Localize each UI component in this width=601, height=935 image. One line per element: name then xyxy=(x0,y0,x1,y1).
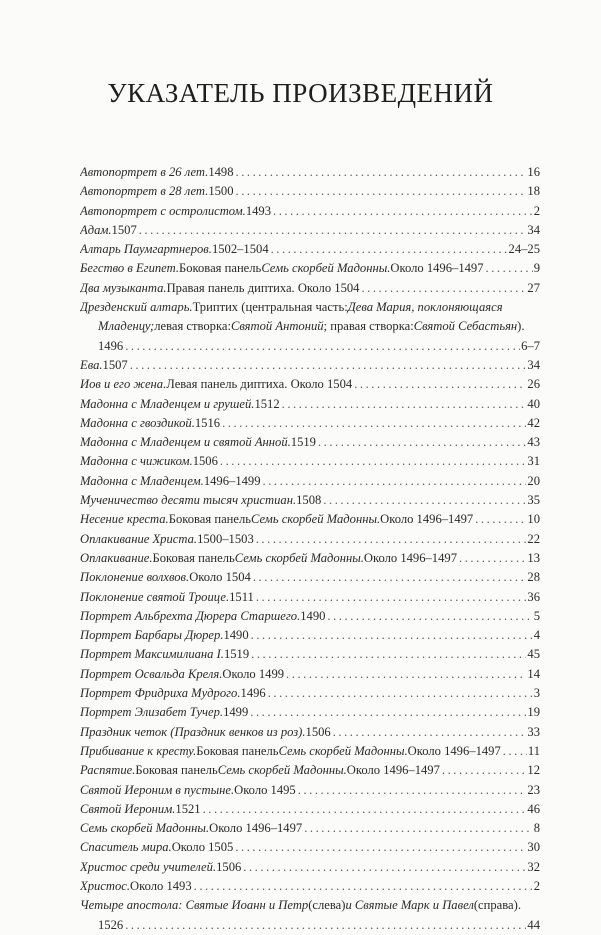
work-description: 1490 xyxy=(300,608,326,623)
works-index-list xyxy=(80,163,540,935)
page-number: 4 xyxy=(533,628,540,643)
dot-leader xyxy=(251,568,527,587)
index-entry-line xyxy=(80,645,540,664)
page-number: 32 xyxy=(527,859,540,874)
work-title: Адам. xyxy=(80,222,112,237)
page-number: 9 xyxy=(533,261,540,276)
index-entry xyxy=(80,607,540,626)
index-entry xyxy=(80,414,540,433)
index-entry-line xyxy=(80,800,540,819)
page-number: 20 xyxy=(527,473,540,488)
dot-leader xyxy=(201,800,527,819)
dot-leader xyxy=(261,472,527,491)
dot-leader xyxy=(321,491,526,510)
index-entry-line xyxy=(80,433,540,452)
page-number: 43 xyxy=(527,435,540,450)
dot-leader xyxy=(234,182,527,201)
index-entry-line xyxy=(80,337,540,356)
index-entry-line xyxy=(80,588,540,607)
work-description: Боковая панель xyxy=(168,512,252,527)
page-number: 44 xyxy=(527,917,540,932)
dot-leader xyxy=(352,375,526,394)
work-title: Иов и его жена. xyxy=(80,377,167,392)
dot-leader xyxy=(249,645,526,664)
work-title: Портрет Элизабет Тучер. xyxy=(80,705,224,720)
work-description: Триптих (центральная часть: xyxy=(192,300,348,315)
work-description: ). xyxy=(517,319,525,334)
page-number: 22 xyxy=(527,531,540,546)
page-number: 40 xyxy=(527,396,540,411)
dot-leader xyxy=(325,607,532,626)
index-entry xyxy=(80,163,540,182)
dot-leader xyxy=(331,723,527,742)
work-title: Портрет Барбары Дюрер. xyxy=(80,628,224,643)
index-entry-line xyxy=(80,607,540,626)
index-entry xyxy=(80,781,540,800)
index-entry xyxy=(80,395,540,414)
work-description: 1499 xyxy=(223,705,249,720)
work-description: Около 1504 xyxy=(189,570,251,585)
page-number: 2 xyxy=(533,878,540,893)
index-entry xyxy=(80,684,540,703)
dot-leader xyxy=(484,259,533,278)
work-description: 1498 xyxy=(208,165,234,179)
dot-leader xyxy=(284,665,526,684)
index-entry xyxy=(80,472,540,491)
work-title: Четыре апостола: Святые Иоанн и Петр xyxy=(80,898,309,913)
work-description: Левая панель диптиха. Около 1504 xyxy=(166,377,353,392)
dot-leader xyxy=(440,761,527,780)
dot-leader xyxy=(241,858,526,877)
dot-leader xyxy=(269,240,508,259)
dot-leader xyxy=(220,414,526,433)
work-description: 1502–1504 xyxy=(211,242,269,257)
index-entry xyxy=(80,626,540,645)
work-title: Ева. xyxy=(80,357,103,372)
work-title: Святой Иероним. xyxy=(80,801,176,816)
work-title: Автопортрет с остролистом. xyxy=(80,203,246,218)
dot-leader xyxy=(266,684,533,703)
index-entry xyxy=(80,819,540,838)
index-entry xyxy=(80,665,540,684)
index-entry xyxy=(80,723,540,742)
page-number: 33 xyxy=(527,724,540,739)
dot-leader xyxy=(359,279,526,298)
page-number: 35 xyxy=(527,493,540,508)
work-description: 1519 xyxy=(290,435,316,450)
page-number: 46 xyxy=(527,801,540,816)
work-description: 1526 xyxy=(98,917,124,932)
index-entry-line xyxy=(80,395,540,414)
index-entry-line xyxy=(80,530,540,549)
index-entry-line xyxy=(80,684,540,703)
index-entry xyxy=(80,202,540,221)
work-description: Около 1505 xyxy=(171,840,234,855)
work-description: 1500–1503 xyxy=(197,531,254,546)
dot-leader xyxy=(128,356,527,375)
index-entry-line xyxy=(80,510,540,529)
index-entry-line xyxy=(80,259,540,278)
index-entry-line xyxy=(80,626,540,645)
work-title: Семь скорбей Мадонны. xyxy=(251,512,381,527)
index-entry xyxy=(80,742,540,761)
work-description: ; правая створка: xyxy=(323,319,414,334)
index-entry xyxy=(80,838,540,857)
work-title: Мадонна с гвоздикой. xyxy=(80,415,195,430)
work-title: Семь скорбей Мадонны. xyxy=(217,763,347,778)
work-description: Около 1496–1497 xyxy=(390,261,484,276)
work-description: 1500 xyxy=(208,184,234,199)
work-description: 1507 xyxy=(102,357,128,372)
work-title: Семь скорбей Мадонны. xyxy=(80,821,210,836)
work-description: Боковая панель xyxy=(135,763,218,778)
page-number: 36 xyxy=(527,589,540,604)
work-description: 1493 xyxy=(245,203,271,218)
index-entry-line xyxy=(80,916,540,935)
work-title: Поклонение святой Троице. xyxy=(80,589,230,604)
work-title: Оплакивание Христа. xyxy=(80,531,198,546)
work-title: Портрет Фридриха Мудрого. xyxy=(80,686,241,701)
work-title: Святой Антоний xyxy=(230,319,324,334)
index-entry xyxy=(80,298,540,356)
page-number: 6–7 xyxy=(521,338,540,353)
page-number: 8 xyxy=(533,821,540,836)
index-entry xyxy=(80,703,540,722)
page-number: 14 xyxy=(527,666,540,681)
index-entry-line xyxy=(80,549,540,568)
index-entry xyxy=(80,221,540,240)
work-title: Алтарь Паумгартнеров. xyxy=(80,242,212,257)
index-entry-line xyxy=(80,375,540,394)
work-title: Мученичество десяти тысяч христиан. xyxy=(80,493,297,508)
index-entry-line xyxy=(80,221,540,240)
work-description: 1496 xyxy=(98,338,124,353)
work-description: Боковая панель xyxy=(196,743,279,758)
work-description: 1519 xyxy=(223,647,250,662)
work-description: Около 1496–1497 xyxy=(346,763,440,778)
work-title: Несение креста. xyxy=(80,512,169,527)
page-number: 34 xyxy=(527,222,540,237)
page-number: 28 xyxy=(527,570,540,585)
work-title: Мадонна с Младенцем и грушей. xyxy=(80,396,255,411)
index-entry xyxy=(80,645,540,664)
dot-leader xyxy=(254,588,527,607)
work-description: 1506 xyxy=(305,724,331,739)
dot-leader xyxy=(302,819,533,838)
index-entry-line xyxy=(80,838,540,857)
dot-leader xyxy=(473,510,526,529)
index-entry xyxy=(80,356,540,375)
page-number: 24–25 xyxy=(508,242,540,257)
page-number: 12 xyxy=(527,763,540,778)
dot-leader xyxy=(296,781,527,800)
page-number: 26 xyxy=(527,377,540,392)
work-title: Распятие. xyxy=(80,763,136,778)
index-entry xyxy=(80,259,540,278)
index-entry xyxy=(80,858,540,877)
dot-leader xyxy=(137,221,527,240)
page-number: 16 xyxy=(527,165,540,179)
page-number: 13 xyxy=(527,550,540,565)
dot-leader xyxy=(248,703,526,722)
index-entry-line xyxy=(80,703,540,722)
work-description: 1508 xyxy=(296,493,322,508)
work-description: 1490 xyxy=(223,628,249,643)
work-title: Спаситель мира. xyxy=(80,840,172,855)
index-entry-line xyxy=(80,472,540,491)
work-description: Около 1496–1497 xyxy=(380,512,474,527)
index-entry-line xyxy=(80,356,540,375)
page-title: УКАЗАТЕЛЬ ПРОИЗВЕДЕНИЙ xyxy=(107,78,494,108)
dot-leader xyxy=(501,742,527,761)
work-title: Христос. xyxy=(80,878,131,893)
dot-leader xyxy=(218,452,527,471)
work-description: Около 1493 xyxy=(130,878,192,893)
work-description: 1506 xyxy=(216,859,242,874)
index-entry-line xyxy=(80,568,540,587)
work-title: Святой Себастьян xyxy=(413,319,518,334)
index-entry-line xyxy=(80,781,540,800)
page-number: 45 xyxy=(527,647,540,662)
index-entry xyxy=(80,433,540,452)
dot-leader xyxy=(280,395,527,414)
work-title: Семь скорбей Мадонны. xyxy=(234,550,364,565)
index-entry xyxy=(80,588,540,607)
index-entry-line xyxy=(80,665,540,684)
work-description: Около 1495 xyxy=(234,782,296,797)
work-description: (слева) xyxy=(308,898,346,913)
work-title: Семь скорбей Мадонны. xyxy=(261,261,391,276)
index-entry xyxy=(80,549,540,568)
work-description: Около 1496–1497 xyxy=(407,743,501,758)
work-description: 1496–1499 xyxy=(203,473,261,488)
work-title: Семь скорбей Мадонны. xyxy=(278,743,408,758)
work-title: Мадонна с Младенцем. xyxy=(80,473,204,488)
index-entry-line xyxy=(80,279,540,298)
work-description: 1521 xyxy=(175,801,201,816)
work-description: 1516 xyxy=(194,415,221,430)
index-entry xyxy=(80,800,540,819)
index-entry xyxy=(80,568,540,587)
work-title: Мадонна с чижиком. xyxy=(80,454,193,469)
work-title: Праздник четок (Праздник венков из роз). xyxy=(80,724,306,739)
index-entry xyxy=(80,375,540,394)
page-number: 18 xyxy=(527,184,540,199)
dot-leader xyxy=(316,433,526,452)
index-entry-line xyxy=(80,819,540,838)
page-number: 2 xyxy=(533,203,540,218)
index-entry xyxy=(80,279,540,298)
index-entry xyxy=(80,491,540,510)
work-title: Святой Иероним в пустыне. xyxy=(80,782,235,797)
work-description: 1511 xyxy=(229,589,254,604)
work-description: Около 1496–1497 xyxy=(209,821,303,836)
work-title: Бегство в Египет. xyxy=(80,261,179,276)
work-description: 1507 xyxy=(111,222,137,237)
work-title: Поклонение волхвов. xyxy=(80,570,190,585)
work-description: левая створка: xyxy=(154,319,231,334)
index-entry-line xyxy=(80,742,540,761)
work-title: Дрезденский алтарь. xyxy=(80,300,193,315)
work-title: Автопортрет в 28 лет. xyxy=(80,184,209,199)
work-title: Автопортрет в 26 лет. xyxy=(80,165,209,179)
index-entry-line xyxy=(80,723,540,742)
page-number: 34 xyxy=(527,357,540,372)
work-title: Прибивание к кресту. xyxy=(80,743,197,758)
work-description: Около 1499 xyxy=(222,666,285,681)
work-title: Мадонна с Младенцем и святой Анной. xyxy=(80,435,291,450)
work-description: 1506 xyxy=(192,454,218,469)
dot-leader xyxy=(234,163,527,182)
page-number: 31 xyxy=(527,454,540,469)
work-description: (справа). xyxy=(473,898,521,913)
page-number: 3 xyxy=(533,686,540,701)
page-number: 42 xyxy=(527,415,540,430)
page-number: 27 xyxy=(527,280,540,295)
index-entry xyxy=(80,530,540,549)
index-entry-line xyxy=(80,858,540,877)
index-entry xyxy=(80,761,540,780)
dot-leader xyxy=(271,202,533,221)
dot-leader xyxy=(123,337,520,356)
work-title: Христос среди учителей. xyxy=(80,859,217,874)
work-description: Боковая панель xyxy=(152,550,235,565)
work-description: Боковая панель xyxy=(179,261,262,276)
work-description: 1496 xyxy=(240,686,266,701)
page-number: 10 xyxy=(527,512,540,527)
index-entry-line xyxy=(80,414,540,433)
dot-leader xyxy=(233,838,526,857)
page-number: 30 xyxy=(527,840,540,855)
work-title: Дева Мария, поклоняющаяся xyxy=(347,300,503,315)
work-description: Правая панель диптиха. Около 1504 xyxy=(166,280,360,295)
index-entry-line xyxy=(80,761,540,780)
dot-leader xyxy=(254,530,527,549)
index-entry-line xyxy=(80,317,540,336)
page-number: 23 xyxy=(527,782,540,797)
work-title: Оплакивание. xyxy=(80,550,153,565)
index-entry xyxy=(80,240,540,259)
work-title: Два музыканта. xyxy=(80,280,167,295)
index-entry-line xyxy=(80,240,540,259)
work-title: Младенцу; xyxy=(98,319,155,334)
index-entry-line xyxy=(80,896,540,915)
index-entry-line xyxy=(80,491,540,510)
page-number: 11 xyxy=(527,743,540,758)
work-title: и Святые Марк и Павел xyxy=(345,898,474,913)
index-entry xyxy=(80,182,540,201)
index-entry-line xyxy=(80,182,540,201)
index-entry-line xyxy=(80,452,540,471)
page-number: 19 xyxy=(527,705,540,720)
index-entry-line xyxy=(80,202,540,221)
page-number: 5 xyxy=(533,608,540,623)
index-entry xyxy=(80,452,540,471)
work-title: Портрет Максимилиана I. xyxy=(80,647,224,662)
work-title: Портрет Альбрехта Дюрера Старшего. xyxy=(80,608,301,623)
dot-leader xyxy=(123,916,526,935)
index-entry xyxy=(80,510,540,529)
work-description: 1512 xyxy=(254,396,280,411)
work-description: Около 1496–1497 xyxy=(363,550,457,565)
work-title: Портрет Освальда Креля. xyxy=(80,666,223,681)
index-entry xyxy=(80,896,540,935)
dot-leader xyxy=(249,626,533,645)
index-entry-line xyxy=(80,298,540,317)
dot-leader xyxy=(457,549,526,568)
index-entry-line xyxy=(80,163,540,182)
